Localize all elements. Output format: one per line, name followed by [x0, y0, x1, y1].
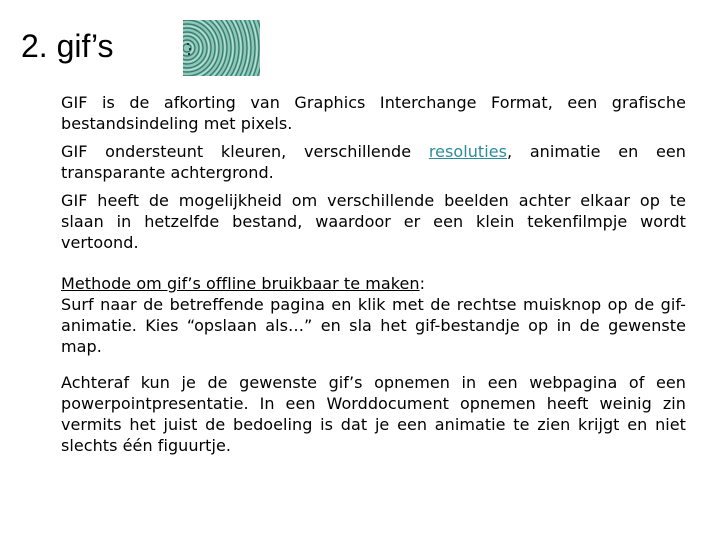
- paragraph-gif-definition: GIF is de afkorting van Graphics Interchange Format, een grafische bestandsindeling met pixels.: [61, 93, 686, 133]
- paragraph-offline-method: [61, 273, 686, 357]
- resoluties-link[interactable]: resoluties: [428, 142, 507, 161]
- offline-method-body: Surf naar de betreffende pagina en klik met de rechtse muisknop op de gif-animatie. Kies “opslaan als…” en sla het gif-bestandje op in de gewenste map.: [61, 295, 686, 356]
- paragraph-gif-features: [61, 141, 686, 183]
- slide-title: 2. gif’s: [21, 28, 114, 64]
- features-text-after: , animatie en een transparante achtergrond.: [61, 142, 686, 182]
- slide-body: [61, 92, 686, 456]
- offline-method-heading-suffix: :: [419, 274, 426, 293]
- offline-method-heading: Methode om gif’s offline bruikbaar te maken: [61, 274, 420, 293]
- animated-ripple-gif-icon: [183, 20, 260, 76]
- paragraph-usage-note: Achteraf kun je de gewenste gif’s opnemen in een webpagina of een powerpointpresentatie. In een Worddocument opnemen heeft weinig zin vermits het juist de bedoeling is dat je een animatie te zien krijgt en niet slechts één figuurtje.: [61, 373, 686, 455]
- features-text-before: GIF ondersteunt kleuren, verschillende: [61, 142, 429, 161]
- paragraph-gif-animation: GIF heeft de mogelijkheid om verschillende beelden achter elkaar op te slaan in hetzelfde bestand, waardoor er een klein tekenfilmpje wordt vertoond.: [61, 191, 686, 252]
